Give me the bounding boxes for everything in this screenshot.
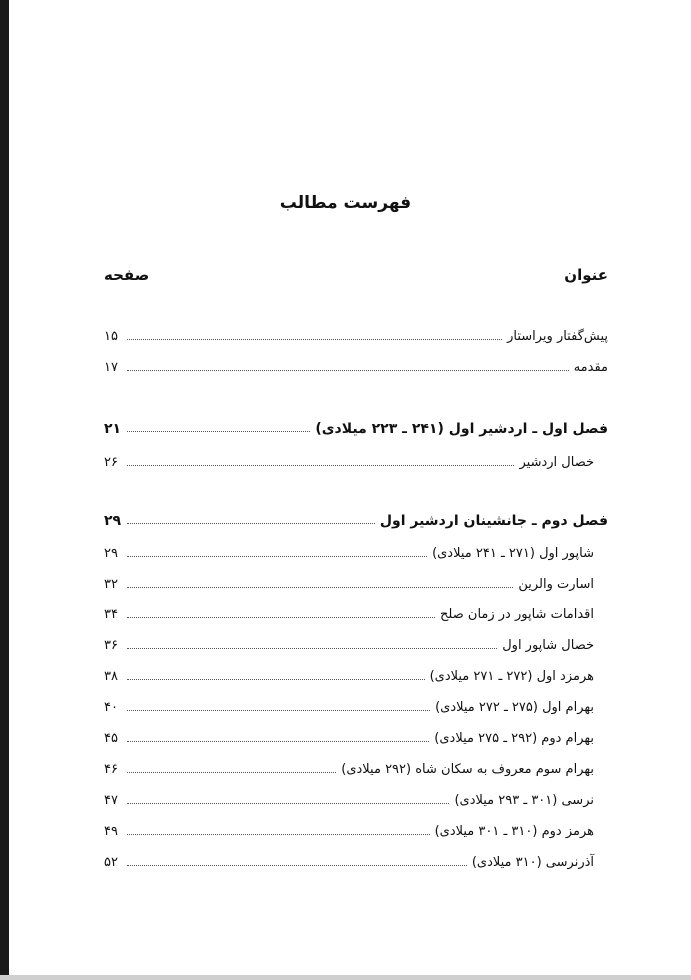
toc-entry-page: ۲۶ <box>104 455 118 470</box>
toc-entry-title: مقدمه <box>573 360 608 375</box>
dot-leader <box>127 803 449 804</box>
toc-entry-page: ۵۲ <box>104 855 118 870</box>
toc-entry-title: شاپور اول (۲۷۱ ـ ۲۴۱ میلادی) <box>432 546 594 561</box>
toc-entry-page: ۴۶ <box>104 762 118 777</box>
toc-entry-page: ۱۵ <box>104 329 118 344</box>
dot-leader <box>127 648 497 649</box>
dot-leader <box>127 431 310 432</box>
toc-entry-title: نرسی (۳۰۱ ـ ۲۹۳ میلادی) <box>454 793 594 808</box>
page-column-header: صفحه <box>104 266 150 284</box>
page-title: فهرست مطالب <box>279 193 412 213</box>
toc-entry-page: ۲۹ <box>104 513 122 529</box>
toc-entry-introduction[interactable] <box>104 355 608 377</box>
toc-entry-title: فصل دوم ـ جانشینان اردشیر اول <box>379 513 608 529</box>
toc-entry-shapur-traits[interactable] <box>104 633 608 655</box>
toc-entry-title: خصال شاپور اول <box>502 638 594 653</box>
dot-leader <box>127 679 425 680</box>
toc-entry-page: ۲۹ <box>104 546 118 561</box>
toc-entry-page: ۴۰ <box>104 700 118 715</box>
toc-entry-page: ۴۷ <box>104 793 118 808</box>
toc-entry-page: ۱۷ <box>104 360 118 375</box>
toc-entry-editor-preface[interactable] <box>104 324 608 346</box>
toc-entry-hormizd-1[interactable] <box>104 664 608 686</box>
toc-entry-valerian[interactable] <box>104 572 608 594</box>
toc-entry-ardashir-traits[interactable] <box>104 450 608 472</box>
dot-leader <box>127 556 427 557</box>
toc-chapter-1[interactable] <box>104 416 608 438</box>
dot-leader <box>127 772 336 773</box>
toc-entry-page: ۳۸ <box>104 669 118 684</box>
page-bottom-edge <box>0 975 691 980</box>
toc-entry-bahram-2[interactable] <box>104 726 608 748</box>
dot-leader <box>127 465 514 466</box>
toc-entry-page: ۲۱ <box>104 421 122 437</box>
toc-entry-page: ۳۴ <box>104 607 118 622</box>
toc-entry-narseh[interactable] <box>104 788 608 810</box>
page-binding-edge <box>0 0 9 975</box>
toc-entry-title: هرمزد اول (۲۷۲ ـ ۲۷۱ میلادی) <box>429 669 594 684</box>
toc-entry-page: ۳۶ <box>104 638 118 653</box>
dot-leader <box>127 523 375 524</box>
dot-leader <box>127 617 435 618</box>
dot-leader <box>127 587 513 588</box>
toc-entry-title: اقدامات شاپور در زمان صلح <box>440 607 594 622</box>
dot-leader <box>127 339 502 340</box>
toc-entry-title: هرمز دوم (۳۱۰ ـ ۳۰۱ میلادی) <box>434 824 594 839</box>
toc-entry-adur-narseh[interactable] <box>104 850 608 872</box>
toc-entry-title: بهرام دوم (۲۹۲ ـ ۲۷۵ میلادی) <box>434 731 594 746</box>
toc-chapter-2[interactable] <box>104 508 608 530</box>
dot-leader <box>127 865 467 866</box>
toc-entry-title: خصال اردشیر <box>519 455 594 470</box>
toc-entry-title: فصل اول ـ اردشیر اول (۲۴۱ ـ ۲۲۳ میلادی) <box>315 421 608 437</box>
toc-entry-title: بهرام سوم معروف به سکان شاه (۲۹۲ میلادی) <box>341 762 594 777</box>
dot-leader <box>127 370 569 371</box>
toc-entry-hormizd-2[interactable] <box>104 819 608 841</box>
toc-entry-page: ۴۵ <box>104 731 118 746</box>
toc-entry-shapur-peace[interactable] <box>104 602 608 624</box>
dot-leader <box>127 834 430 835</box>
title-column-header: عنوان <box>564 266 608 284</box>
toc-entry-title: بهرام اول (۲۷۵ ـ ۲۷۲ میلادی) <box>435 700 594 715</box>
dot-leader <box>127 710 430 711</box>
toc-entry-page: ۳۲ <box>104 577 118 592</box>
toc-entry-bahram-1[interactable] <box>104 695 608 717</box>
toc-entry-page: ۴۹ <box>104 824 118 839</box>
dot-leader <box>127 741 429 742</box>
toc-entry-bahram-3[interactable] <box>104 757 608 779</box>
toc-entry-shapur-1[interactable] <box>104 541 608 563</box>
toc-entry-title: پیش‌گفتار ویراستار <box>507 329 608 344</box>
toc-entry-title: اسارت والرین <box>518 577 594 592</box>
toc-entry-title: آذرنرسی (۳۱۰ میلادی) <box>471 855 594 870</box>
